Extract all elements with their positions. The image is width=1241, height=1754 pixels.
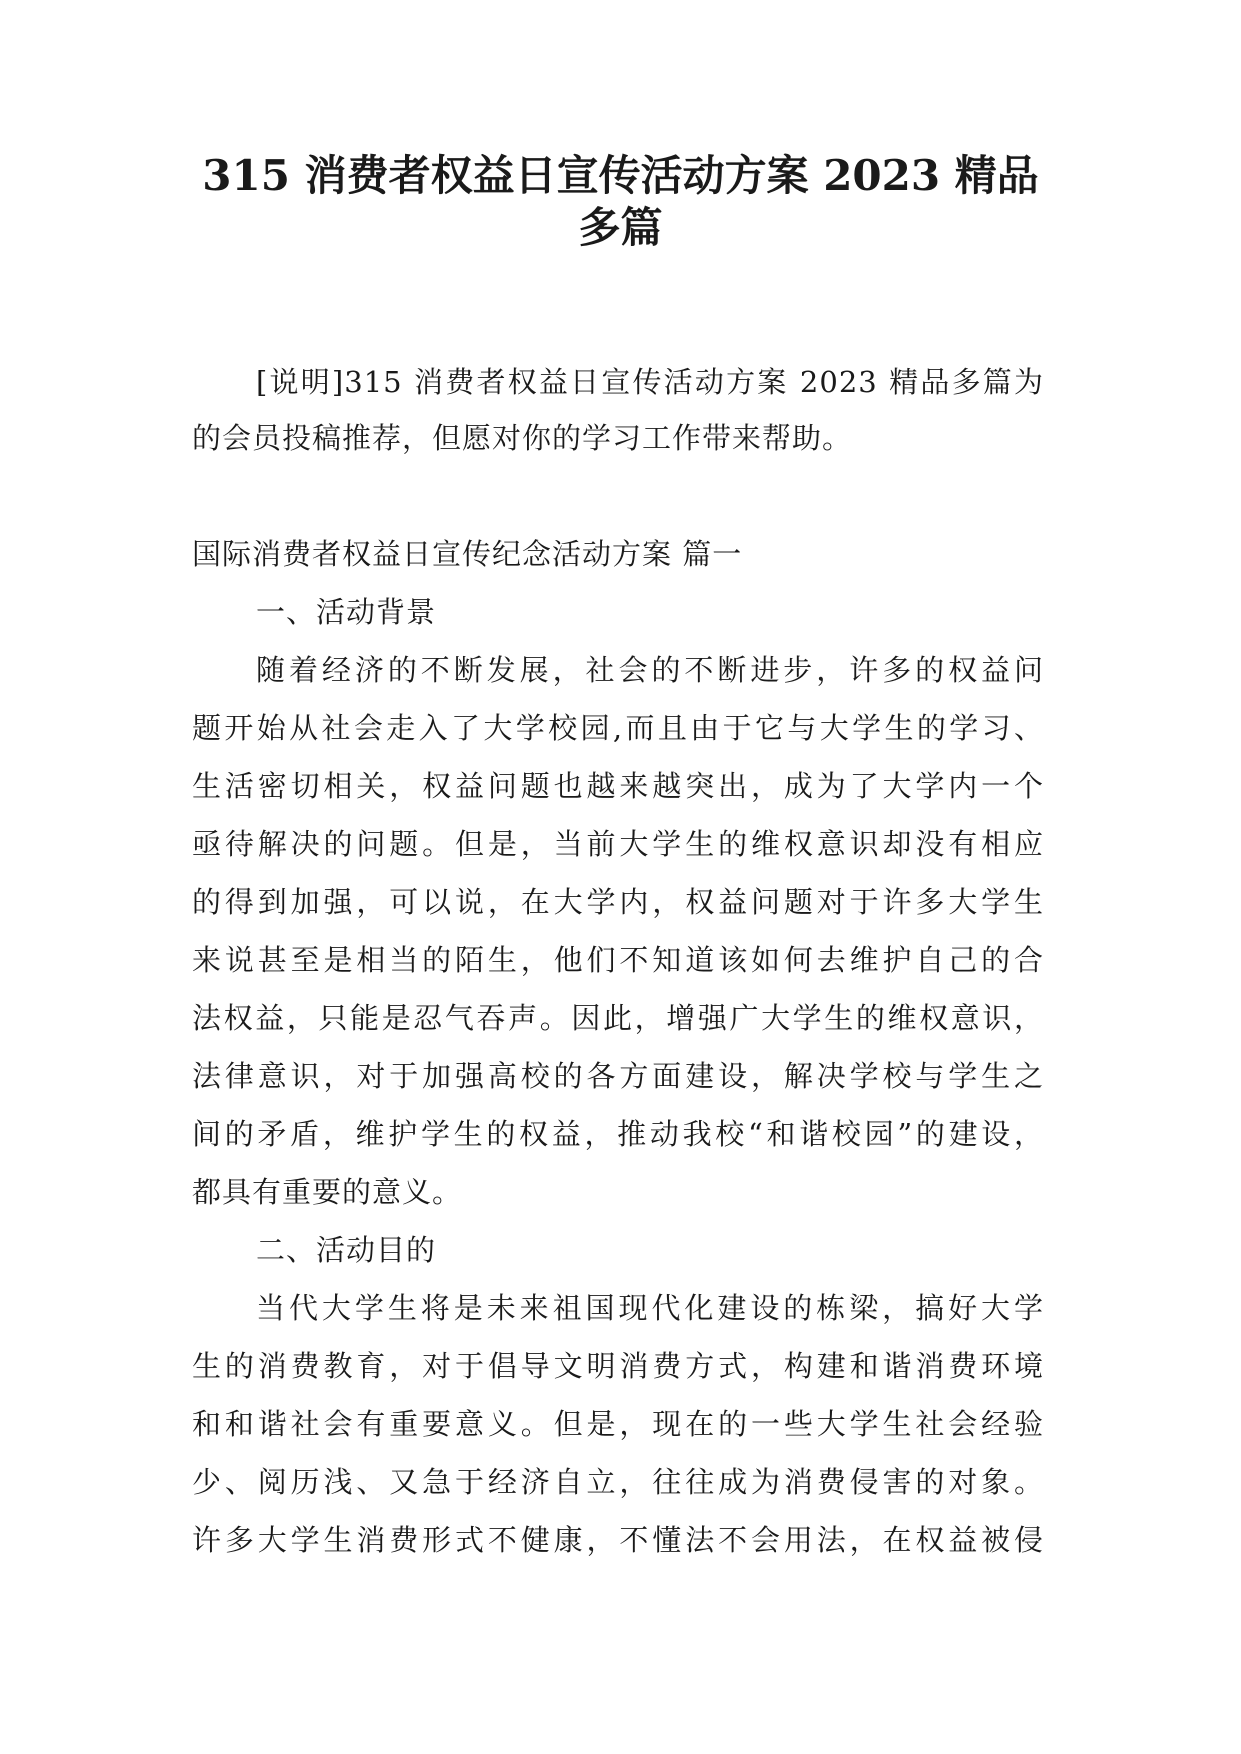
paragraph-line: 和和谐社会有重要意义。但是，现在的一些大学生社会经验	[192, 1407, 1044, 1441]
paragraph-line: 的得到加强，可以说，在大学内，权益问题对于许多大学生	[192, 885, 1044, 919]
paragraph-line: 生活密切相关，权益问题也越来越突出，成为了大学内一个	[192, 769, 1044, 803]
heading-purpose: 二、活动目的	[256, 1233, 437, 1267]
paragraph-line: 当代大学生将是未来祖国现代化建设的栋梁，搞好大学	[256, 1291, 1044, 1325]
paragraph-line: 来说甚至是相当的陌生，他们不知道该如何去维护自己的合	[192, 943, 1044, 977]
paragraph-line: 生的消费教育，对于倡导文明消费方式，构建和谐消费环境	[192, 1349, 1044, 1383]
paragraph-line: 间的矛盾，维护学生的权益，推动我校“和谐校园”的建设，	[192, 1117, 1044, 1151]
paragraph-line: 都具有重要的意义。	[192, 1175, 463, 1209]
document-title-line-2: 多篇	[578, 203, 663, 252]
heading-background: 一、活动背景	[256, 595, 437, 629]
paragraph-line: 随着经济的不断发展，社会的不断进步，许多的权益问	[256, 653, 1044, 687]
paragraph-line: 许多大学生消费形式不健康，不懂法不会用法，在权益被侵	[192, 1523, 1044, 1557]
section-title: 国际消费者权益日宣传纪念活动方案 篇一	[192, 537, 743, 571]
paragraph-line: 法权益，只能是忍气吞声。因此，增强广大学生的维权意识，	[192, 1001, 1044, 1035]
paragraph-line: 亟待解决的问题。但是，当前大学生的维权意识却没有相应	[192, 827, 1044, 861]
document-title-line-1: 315 消费者权益日宣传活动方案 2023 精品	[202, 151, 1039, 200]
note-line-1: [说明]315 消费者权益日宣传活动方案 2023 精品多篇为	[256, 365, 1044, 399]
paragraph-line: 少、阅历浅、又急于经济自立，往往成为消费侵害的对象。	[192, 1465, 1044, 1499]
paragraph-line: 法律意识，对于加强高校的各方面建设，解决学校与学生之	[192, 1059, 1044, 1093]
note-line-2: 的会员投稿推荐，但愿对你的学习工作带来帮助。	[192, 421, 853, 455]
paragraph-line: 题开始从社会走入了大学校园,而且由于它与大学生的学习、	[192, 711, 1044, 745]
